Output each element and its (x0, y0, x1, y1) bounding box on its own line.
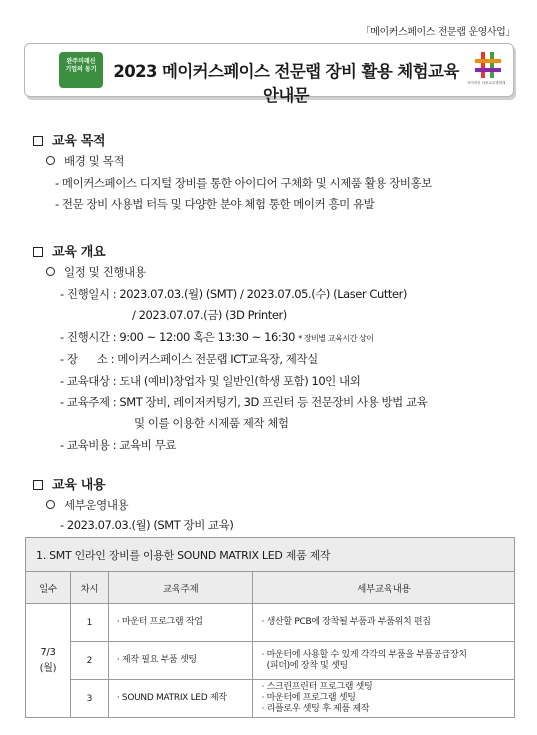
column-header: 세부교육내용 (253, 572, 515, 604)
detail-line: · 스크린프린터 프로그램 셋팅 (261, 682, 373, 692)
subheading-background (46, 153, 124, 169)
field-label: - 교육주제 : (60, 395, 117, 409)
column-header: 교육주제 (108, 572, 253, 604)
table-row (26, 680, 515, 718)
detail-line: (피더)에 장착 및 셋팅 (261, 660, 348, 671)
table-caption-row (26, 538, 515, 572)
title-banner (24, 43, 514, 105)
section-heading-text: 교육 개요 (52, 245, 106, 260)
session-topic: · SOUND MATRIX LED 제작 (108, 680, 253, 718)
session-detail (253, 680, 515, 718)
checkbox-square-icon (33, 136, 43, 146)
list-item: - 2023.07.03.(월) (SMT 장비 교육) (60, 518, 234, 532)
section-heading-text: 교육 목적 (52, 134, 106, 149)
field-note: * 장비별 교육시간 상이 (298, 334, 374, 343)
session-topic: · 마운터 프로그램 작업 (108, 604, 253, 642)
schedule-time-row (60, 329, 374, 345)
circle-bullet-icon (46, 267, 55, 276)
field-label: - 진행일시 : (60, 287, 117, 301)
checkbox-square-icon (33, 480, 43, 490)
section-heading-text: 교육 내용 (52, 478, 106, 493)
schedule-topic-row (60, 394, 427, 410)
field-value: 도내 (예비)창업자 및 일반인(학생 포함) 10인 내외 (119, 374, 361, 388)
table-row (26, 604, 515, 642)
field-value: 2023.07.03.(월) (SMT) / 2023.07.05.(수) (Laser Cutter) (119, 287, 407, 301)
session-detail (253, 604, 515, 642)
checkbox-square-icon (33, 247, 43, 257)
logo-text-line: 기업의 동기 (65, 66, 97, 73)
logo-text-line: 완주미래신 (66, 58, 96, 65)
table-caption: 1. SMT 인라인 장비를 이용한 SOUND MATRIX LED 제품 제작 (26, 538, 515, 572)
circle-bullet-icon (46, 156, 55, 165)
field-value: 메이커스페이스 전문랩 ICT교육장, 제작실 (117, 352, 318, 366)
field-label: - 장 소 : (60, 352, 115, 366)
field-label: - 교육비용 : (60, 438, 117, 452)
subheading-detail (46, 497, 128, 513)
schedule-topic-row-cont: 및 이를 이용한 시제품 제작 체험 (134, 416, 289, 430)
field-value: SMT 장비, 레이저커팅기, 3D 프린터 등 전문장비 사용 방법 교육 (119, 395, 428, 409)
session-detail (253, 642, 515, 680)
schedule-place-row (60, 351, 318, 367)
day-cell (26, 604, 71, 718)
column-header: 일수 (26, 572, 71, 604)
section-heading-overview (33, 241, 105, 260)
logo-caption: 지역혁신 다중교류생태계 (467, 81, 506, 85)
session-number: 1 (70, 604, 108, 642)
day-date: 7/3 (40, 646, 56, 658)
list-item: - 메이커스페이스 디지털 장비를 통한 아이디어 구체화 및 시제품 활용 장비홍보 (55, 176, 432, 190)
table-row (26, 642, 515, 680)
day-weekday: (월) (39, 662, 57, 674)
section-heading-purpose (33, 130, 105, 149)
field-label: - 진행시간 : (60, 330, 117, 344)
section-heading-content (33, 474, 105, 493)
list-item: - 전문 장비 사용법 터득 및 다양한 분야 체험 통한 메이커 흥미 유발 (55, 197, 375, 211)
schedule-target-row (60, 373, 360, 389)
hash-logo-icon (473, 50, 503, 80)
subheading-text: 일정 및 진행내용 (64, 265, 146, 279)
page-title: 2023 메이커스페이스 전문랩 장비 활용 체험교육 안내문 (113, 62, 459, 105)
detail-line: · 리플로우 셋팅 후 제품 제작 (261, 704, 370, 714)
detail-line: · 마운터에 사용할 수 있게 각각의 부품을 부품공급장치 (261, 649, 467, 660)
column-header: 차시 (70, 572, 108, 604)
jeonbuk-logo (59, 52, 103, 88)
field-value: 9:00 ~ 12:00 혹은 13:30 ~ 16:30 (119, 330, 296, 344)
table-header-row (26, 572, 515, 604)
subheading-schedule (46, 264, 145, 280)
session-number: 3 (70, 680, 108, 718)
detail-line: · 생산할 PCB에 장착될 부품과 부품위치 편집 (261, 617, 431, 627)
innovation-logo (467, 50, 506, 90)
session-number: 2 (70, 642, 108, 680)
circle-bullet-icon (46, 500, 55, 509)
field-label: - 교육대상 : (60, 374, 117, 388)
subheading-text: 배경 및 목적 (64, 154, 125, 168)
session-topic: · 제작 필요 부품 셋팅 (108, 642, 253, 680)
subheading-text: 세부운영내용 (64, 498, 129, 512)
schedule-date-row (60, 286, 407, 302)
detail-line: · 마운터에 프로그램 셋팅 (261, 693, 356, 703)
schedule-date-row-cont: / 2023.07.07.(금) (3D Printer) (132, 308, 287, 322)
schedule-cost-row (60, 437, 176, 453)
header-note: 「메이커스페이스 전문랩 운영사업」 (360, 27, 515, 38)
field-value: 교육비 무료 (119, 438, 176, 452)
schedule-table (25, 537, 515, 718)
